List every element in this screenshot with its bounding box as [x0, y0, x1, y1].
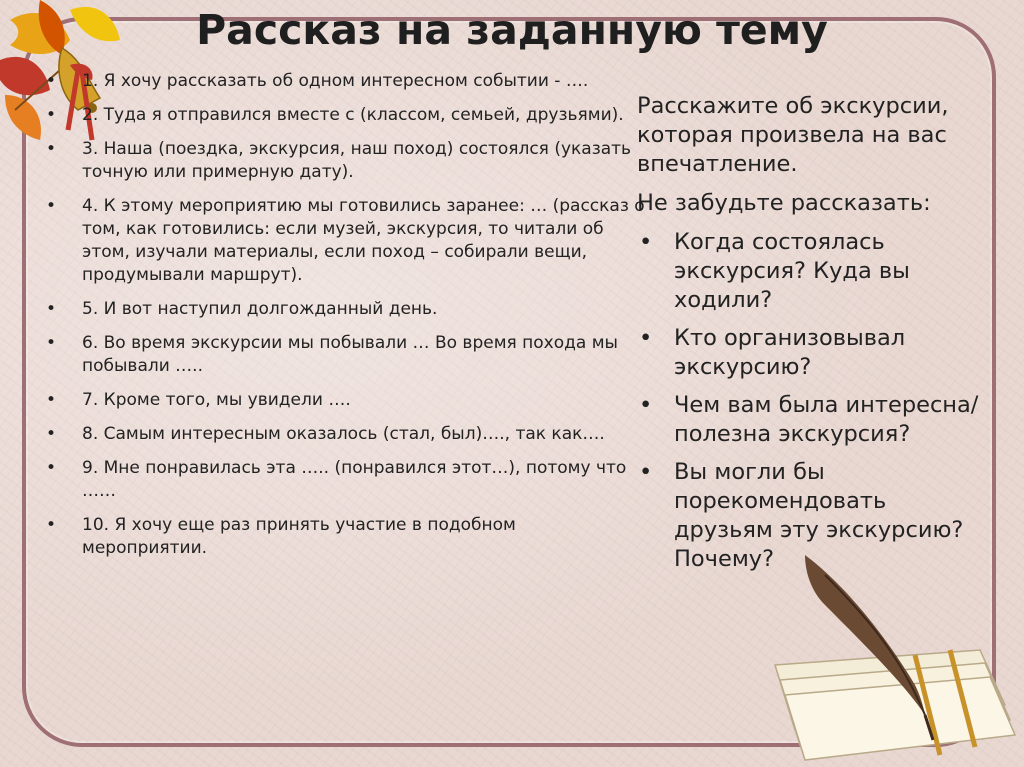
- list-item: • 8. Самым интересным оказалось (стал, был)…., так как….: [46, 423, 646, 446]
- list-item: • 3. Наша (поездка, экскурсия, наш поход) состоялся (указать точную или примерную дату).: [46, 138, 646, 184]
- task-text: Расскажите об экскурсии, которая произвела на вас впечатление.: [637, 93, 949, 177]
- list-item: • 7. Кроме того, мы увидели ….: [46, 389, 646, 412]
- question-item: • Вы могли бы порекомендовать друзьям эту экскурсию? Почему?: [637, 458, 987, 574]
- question-item: • Чем вам была интересна/ полезна экскурсия?: [637, 391, 987, 449]
- quill-and-papers-icon: [765, 555, 1024, 767]
- list-item: • 6. Во время экскурсии мы побывали … Во время похода мы побывали …..: [46, 332, 646, 378]
- question-item: • Кто организовывал экскурсию?: [637, 324, 987, 382]
- list-item: • 10. Я хочу еще раз принять участие в подобном мероприятии.: [46, 514, 646, 560]
- list-item: • 9. Мне понравилась эта ….. (понравился этот…), потому что ……: [46, 457, 646, 503]
- list-item: • 4. К этому мероприятию мы готовились заранее: … (рассказ о том, как готовились: если музей, экскурсия, то читали об этом, изучали материалы, если поход – собирали вещи, продумывали маршрут).: [46, 195, 646, 287]
- list-item: • 5. И вот наступил долгожданный день.: [46, 298, 646, 321]
- questions-list: [637, 228, 987, 574]
- slide-title: Рассказ на заданную тему: [196, 6, 828, 54]
- list-item: • 1. Я хочу рассказать об одном интересном событии - ….: [46, 70, 646, 93]
- story-plan-list: [46, 70, 646, 571]
- list-item: • 2. Туда я отправился вместе с (классом, семьей, друзьями).: [46, 104, 646, 127]
- reminder-text: Не забудьте рассказать:: [637, 190, 931, 216]
- task-block: [637, 92, 987, 583]
- question-item: • Когда состоялась экскурсия? Куда вы ходили?: [637, 228, 987, 315]
